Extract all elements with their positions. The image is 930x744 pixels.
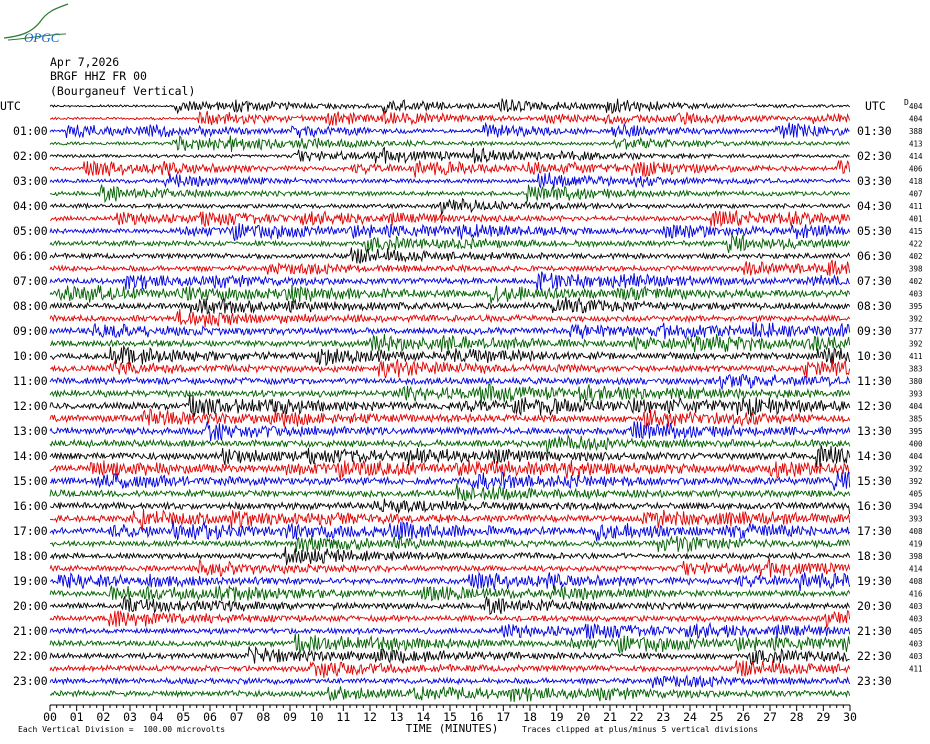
trace-line	[50, 309, 850, 327]
trace-scale-value: 404	[909, 452, 923, 461]
x-tick-label: 11	[336, 710, 351, 724]
trace-scale-value: 392	[909, 477, 923, 486]
trace-scale-value: 398	[909, 264, 923, 274]
plot-date: Apr 7,2026	[50, 55, 120, 69]
trace-scale-value: 392	[909, 339, 923, 349]
x-tick-label: 26	[736, 710, 751, 724]
trace-scale-value: 402	[909, 252, 923, 261]
trace-line	[50, 172, 850, 188]
station-name: (Bourganeuf Vertical)	[50, 84, 196, 98]
trace-line	[50, 559, 850, 578]
x-tick-label: 19	[549, 710, 564, 724]
trace-scale-value: 392	[909, 314, 923, 324]
hour-label-right: 06:30	[857, 249, 892, 263]
trace-line	[50, 436, 850, 454]
trace-scale-value: 385	[909, 414, 923, 424]
x-tick-label: 07	[229, 710, 244, 724]
hour-label-left: 13:00	[13, 424, 48, 438]
x-tick-label: 28	[789, 710, 804, 724]
hour-label-left: 11:00	[13, 374, 48, 388]
clip-note: Traces clipped at plus/minus 5 vertical divisions	[522, 725, 759, 734]
trace-line	[50, 136, 850, 153]
trace-scale-value: 383	[909, 364, 923, 374]
hour-label-right: 13:30	[857, 424, 892, 438]
logo-text: OPGC	[24, 30, 60, 45]
hour-label-left: 12:00	[13, 399, 48, 413]
trace-line	[50, 421, 850, 441]
hour-label-right: 19:30	[857, 574, 892, 588]
trace-scale-value: 403	[909, 652, 923, 661]
trace-line	[50, 384, 850, 403]
trace-line	[50, 123, 850, 139]
trace-line	[50, 686, 850, 702]
x-tick-label: 06	[203, 710, 217, 724]
hour-label-right: 23:30	[857, 674, 892, 688]
x-tick-label: 04	[149, 710, 164, 724]
x-tick-label: 30	[843, 710, 857, 724]
hour-label-right: 02:30	[857, 149, 892, 163]
hour-label-left: 10:00	[13, 349, 48, 363]
trace-line	[50, 547, 850, 566]
right-axis-label: UTC	[865, 99, 886, 113]
hour-label-left: 04:00	[13, 199, 48, 213]
trace-line	[50, 334, 850, 352]
x-tick-label: 09	[283, 710, 297, 724]
trace-scale-value: 415	[909, 227, 923, 236]
hour-label-left: 07:00	[13, 274, 48, 288]
hour-label-right: 07:30	[857, 274, 892, 288]
trace-line	[50, 586, 850, 602]
hour-label-left: 19:00	[13, 574, 48, 588]
x-tick-label: 20	[576, 710, 591, 724]
hour-label-right: 09:30	[857, 324, 892, 338]
x-tick-label: 27	[763, 710, 777, 724]
trace-line	[50, 471, 850, 491]
hour-label-right: 18:30	[857, 549, 892, 563]
hour-label-right: 01:30	[857, 124, 892, 138]
x-tick-label: 17	[496, 710, 511, 724]
hour-label-right: 11:30	[857, 374, 892, 388]
x-tick-label: 05	[176, 710, 191, 724]
x-tick-label: 22	[629, 710, 644, 724]
hour-label-right: 16:30	[857, 499, 892, 513]
trace-line	[50, 509, 850, 529]
trace-scale-value: 414	[909, 152, 923, 161]
hour-label-left: 22:00	[13, 649, 48, 663]
trace-line	[50, 623, 850, 639]
trace-scale-value: 380	[909, 377, 923, 386]
x-tick-label: 15	[443, 710, 457, 724]
hour-label-right: 15:30	[857, 474, 892, 488]
hour-label-left: 08:00	[13, 299, 48, 313]
trace-line	[50, 223, 850, 241]
x-tick-label: 16	[469, 710, 484, 724]
trace-scale-value: 411	[909, 202, 923, 211]
trace-line	[50, 499, 850, 514]
trace-scale-value: 413	[909, 139, 923, 149]
trace-line	[50, 520, 850, 541]
trace-scale-value: 407	[909, 189, 923, 199]
trace-scale-value: 403	[909, 289, 923, 299]
hour-label-left: 17:00	[13, 524, 48, 538]
trace-line	[50, 272, 850, 291]
trace-scale-value: 395	[909, 427, 923, 436]
division-note: Each Vertical Division = 100.00 microvolts	[18, 725, 226, 734]
trace-line	[50, 285, 850, 304]
hour-label-right: 22:30	[857, 649, 892, 663]
x-tick-label: 02	[96, 710, 111, 724]
trace-line	[50, 260, 850, 276]
trace-scale-value: 401	[909, 214, 923, 224]
trace-scale-value: 394	[909, 502, 923, 511]
hour-label-left: 16:00	[13, 499, 48, 513]
trace-line	[50, 409, 850, 429]
hour-label-right: 05:30	[857, 224, 892, 238]
trace-scale-value: 418	[909, 177, 923, 186]
trace-line	[50, 611, 850, 627]
trace-scale-value: 393	[909, 514, 923, 524]
trace-scale-value: 405	[909, 627, 923, 636]
x-tick-label: 03	[123, 710, 137, 724]
trace-scale-value: 422	[909, 239, 923, 249]
hour-label-left: 20:00	[13, 599, 48, 613]
left-axis-label: UTC	[0, 99, 21, 113]
x-tick-label: 18	[523, 710, 537, 724]
trace-line	[50, 297, 850, 314]
hour-label-left: 18:00	[13, 549, 48, 563]
hour-label-right: 14:30	[857, 449, 892, 463]
trace-line	[50, 676, 850, 688]
trace-scale-value: 393	[909, 389, 923, 399]
hour-label-left: 09:00	[13, 324, 48, 338]
hour-label-right: 21:30	[857, 624, 892, 638]
x-tick-label: 01	[69, 710, 84, 724]
hour-label-left: 21:00	[13, 624, 48, 638]
trace-line	[50, 535, 850, 553]
x-tick-label: 21	[603, 710, 617, 724]
x-tick-label: 23	[656, 710, 671, 724]
hour-label-left: 03:00	[13, 174, 48, 188]
hour-label-right: 20:30	[857, 599, 892, 613]
hour-label-left: 01:00	[13, 124, 48, 138]
trace-line	[50, 445, 850, 467]
hour-label-right: 10:30	[857, 349, 892, 363]
trace-line	[50, 185, 850, 202]
trace-line	[50, 235, 850, 253]
trace-scale-value: 403	[909, 639, 923, 649]
trace-scale-value: 392	[909, 464, 923, 474]
hour-label-right: 17:30	[857, 524, 892, 538]
station-code: BRGF HHZ FR 00	[50, 69, 147, 83]
x-tick-label: 14	[416, 710, 431, 724]
trace-scale-value: 377	[909, 327, 923, 336]
hour-label-left: 06:00	[13, 249, 48, 263]
x-tick-label: 24	[683, 710, 697, 724]
trace-scale-value: 408	[909, 577, 923, 586]
trace-scale-value: 419	[909, 539, 923, 549]
trace-scale-value: 400	[909, 439, 923, 449]
scale-header: D	[904, 98, 909, 107]
hour-label-right: 12:30	[857, 399, 892, 413]
trace-line	[50, 596, 850, 614]
x-tick-label: 13	[389, 710, 404, 724]
trace-scale-value: 404	[909, 114, 923, 124]
x-tick-label: 12	[363, 710, 377, 724]
trace-line	[50, 395, 850, 417]
trace-line	[50, 483, 850, 500]
trace-scale-value: 414	[909, 564, 923, 574]
trace-line	[50, 660, 850, 677]
trace-line	[50, 374, 850, 389]
trace-scale-value: 416	[909, 589, 923, 599]
trace-line	[50, 210, 850, 226]
hour-label-left: 05:00	[13, 224, 48, 238]
trace-scale-value: 405	[909, 489, 923, 499]
trace-line	[50, 111, 850, 126]
hour-label-left: 15:00	[13, 474, 48, 488]
hour-label-right: 04:30	[857, 199, 892, 213]
trace-line	[50, 99, 850, 114]
trace-line	[50, 634, 850, 654]
trace-line	[50, 460, 850, 479]
trace-line	[50, 148, 850, 164]
x-tick-label: 10	[309, 710, 324, 724]
trace-line	[50, 346, 850, 365]
trace-scale-value: 408	[909, 527, 923, 536]
x-axis-title: TIME (MINUTES)	[405, 722, 499, 735]
hour-label-left: 02:00	[13, 149, 48, 163]
x-tick-label: 29	[816, 710, 831, 724]
trace-scale-value: 388	[909, 127, 923, 136]
trace-scale-value: 402	[909, 277, 923, 286]
hour-label-left: 23:00	[13, 674, 48, 688]
x-tick-label: 08	[256, 710, 271, 724]
hour-label-right: 08:30	[857, 299, 892, 313]
x-tick-label: 25	[709, 710, 724, 724]
trace-scale-value: 404	[909, 102, 923, 111]
trace-line	[50, 247, 850, 263]
x-tick-label: 00	[43, 710, 57, 724]
hour-label-left: 14:00	[13, 449, 48, 463]
trace-scale-value: 403	[909, 614, 923, 624]
trace-scale-value: 395	[909, 302, 923, 311]
trace-scale-value: 403	[909, 602, 923, 611]
trace-scale-value: 404	[909, 402, 923, 411]
trace-scale-value: 398	[909, 552, 923, 561]
trace-scale-value: 406	[909, 164, 923, 174]
hour-label-right: 03:30	[857, 174, 892, 188]
trace-scale-value: 411	[909, 352, 923, 361]
trace-scale-value: 411	[909, 664, 923, 674]
trace-line	[50, 647, 850, 666]
